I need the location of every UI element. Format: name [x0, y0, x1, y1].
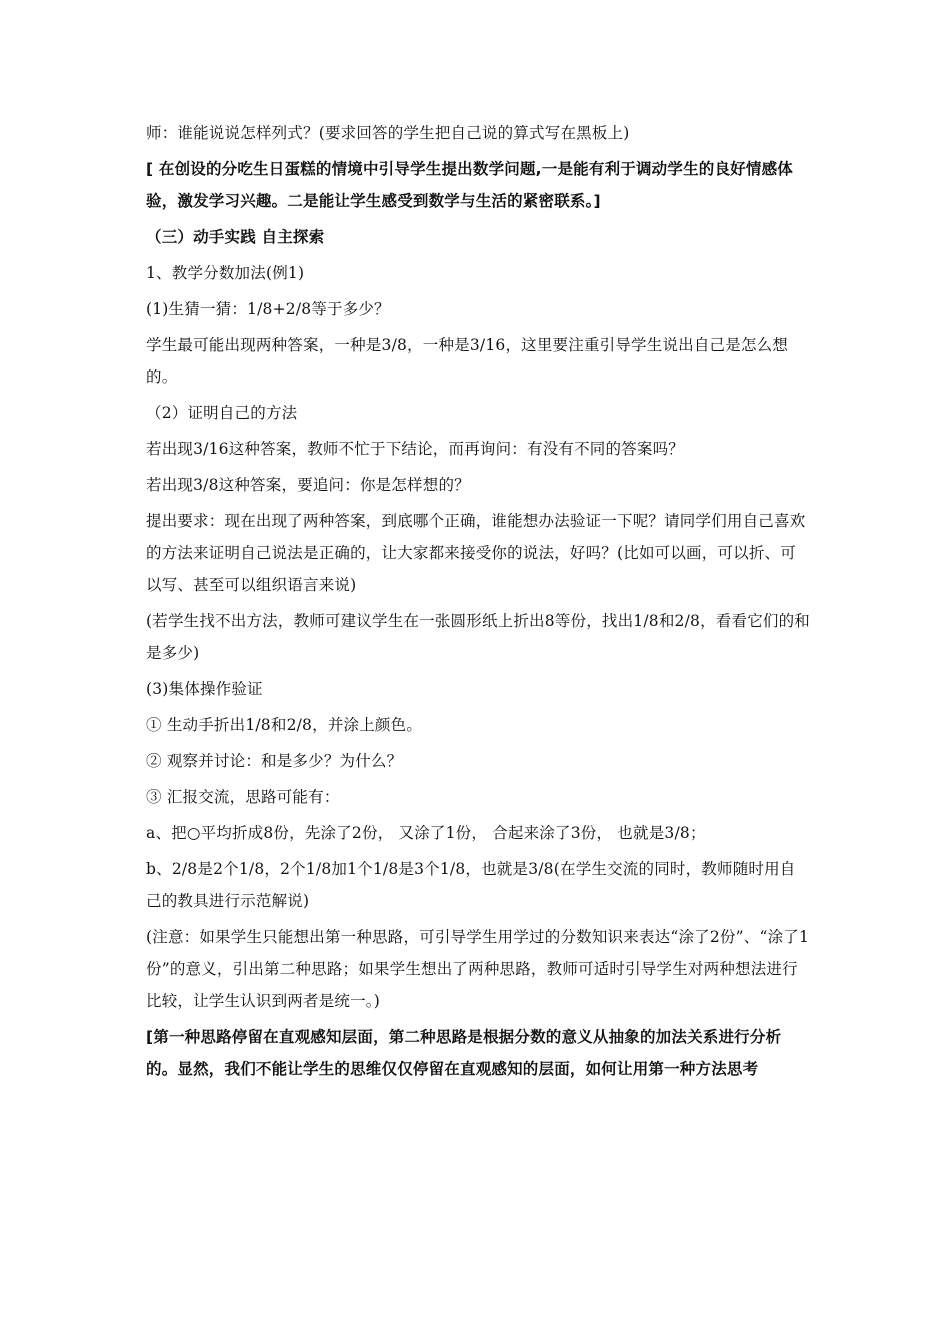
paragraph-if-3-16: 若出现3/16这种答案，教师不忙于下结论，而再询问：有没有不同的答案吗？	[146, 440, 685, 458]
paragraph-teacher-question: 师：谁能说说怎样列式？(要求回答的学生把自己说的算式写在黑板上)	[146, 124, 630, 142]
paragraph-step-1: ① 生动手折出1/8和2/8，并涂上颜色。	[146, 716, 423, 734]
paragraph-topic-1: 1、教学分数加法(例1)	[146, 264, 305, 282]
paragraph-suggestion: (若学生找不出方法，教师可建议学生在一张圆形纸上折出8等份，找出1/8和2/8，看看它们的和是多少)	[146, 612, 811, 662]
paragraph-design-note-1: [ 在创设的分吃生日蛋糕的情境中引导学生提出数学问题,一是能有利于调动学生的良好情感体验，激发学习兴趣。二是能让学生感受到数学与生活的紧密联系。]	[146, 160, 793, 210]
paragraph-design-note-2: [第一种思路停留在直观感知层面，第二种思路是根据分数的意义从抽象的加法关系进行分析的。显然，我们不能让学生的思维仅仅停留在直观感知的层面，如何让用第一种方法思考	[146, 1028, 782, 1078]
paragraph-answers: 学生最可能出现两种答案，一种是3/8，一种是3/16，这里要注重引导学生说出自己是怎么想的。	[146, 336, 789, 386]
paragraph-guess: (1)生猜一猜：1/8+2/8等于多少？	[146, 300, 390, 318]
paragraph-prove-heading: （2）证明自己的方法	[146, 404, 298, 422]
document-page	[146, 117, 810, 1089]
paragraph-step-3: ③ 汇报交流，思路可能有：	[146, 788, 340, 806]
paragraph-requirement: 提出要求：现在出现了两种答案，到底哪个正确，谁能想办法验证一下呢？请同学们用自己喜欢的方法来证明自己说法是正确的，让大家都来接受你的说法，好吗？(比如可以画，可以折、可以写、甚至可以组织语言来说)	[146, 512, 806, 594]
paragraph-attention: (注意：如果学生只能想出第一种思路，可引导学生用学过的分数知识来表达“涂了2份”、“涂了1份”的意义，引出第二种思路；如果学生想出了两种思路，教师可适时引导学生对两种想法进行比较，让学生认识到两者是统一。)	[146, 928, 810, 1010]
paragraph-if-3-8: 若出现3/8这种答案，要追问：你是怎样想的？	[146, 476, 470, 494]
paragraph-idea-a: a、把○平均折成8份，先涂了2份， 又涂了1份， 合起来涂了3份， 也就是3/8；	[146, 824, 706, 842]
paragraph-step-2: ② 观察并讨论：和是多少？为什么？	[146, 752, 403, 770]
paragraph-verify-heading: (3)集体操作验证	[146, 680, 263, 698]
section-heading-3: （三）动手实践 自主探索	[146, 228, 325, 246]
paragraph-idea-b: b、2/8是2个1/8，2个1/8加1个1/8是3个1/8，也就是3/8(在学生交流的同时，教师随时用自己的教具进行示范解说)	[146, 860, 796, 910]
